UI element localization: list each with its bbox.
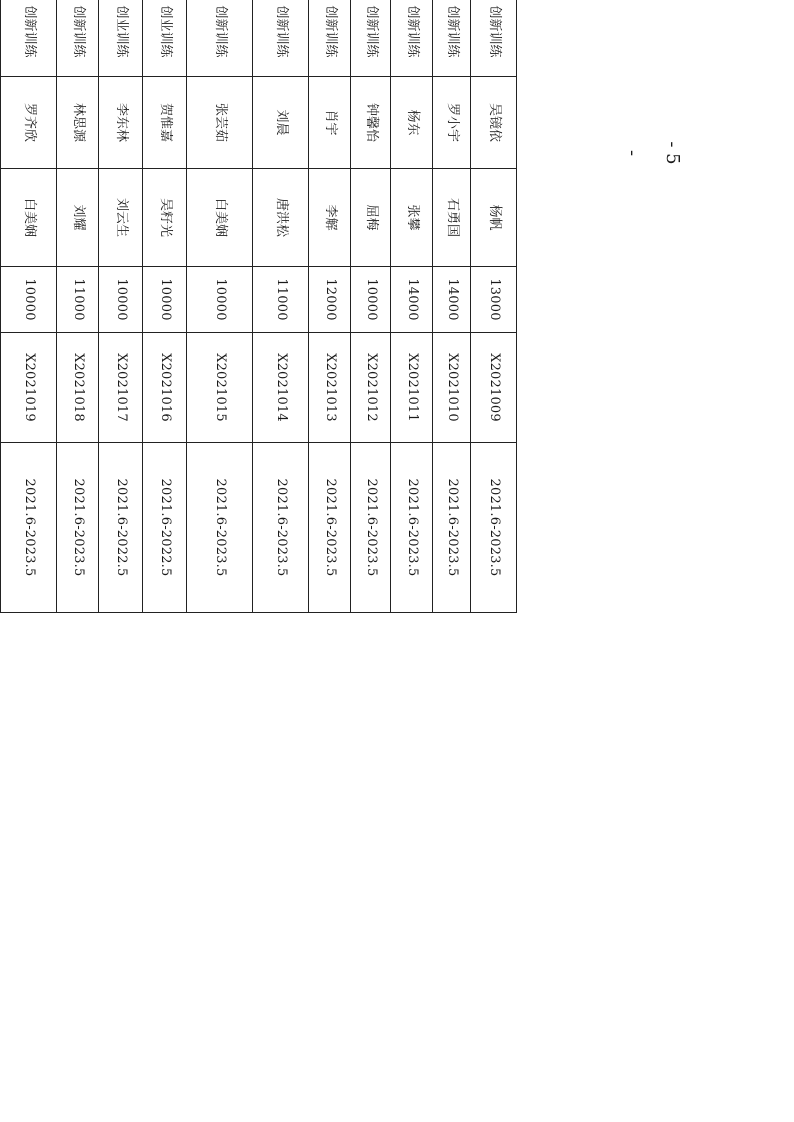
funding-amount: 13000 [471, 267, 517, 333]
project-leader: 罗小宇 [433, 77, 471, 169]
project-type: 创新训练 [391, 0, 433, 77]
advisor-name: 石勇国 [433, 169, 471, 267]
project-period: 2021.6-2023.5 [187, 443, 253, 613]
project-table [0, 0, 517, 613]
advisor-name: 吴籽光 [143, 169, 187, 267]
project-leader: 张芸茹 [187, 77, 253, 169]
advisor-name: 刘耀 [57, 169, 99, 267]
project-period: 2021.6-2023.5 [471, 443, 517, 613]
project-leader: 刘晨 [253, 77, 309, 169]
table-row [253, 0, 309, 613]
project-code: X2021018 [57, 333, 99, 443]
table-row [391, 0, 433, 613]
project-leader: 李东林 [99, 77, 143, 169]
project-code: X2021014 [253, 333, 309, 443]
project-code: X2021009 [471, 333, 517, 443]
project-type: 创业训练 [99, 0, 143, 77]
project-type: 创新训练 [57, 0, 99, 77]
project-leader: 钟馨怡 [351, 77, 391, 169]
table-row [187, 0, 253, 613]
project-code: X2021012 [351, 333, 391, 443]
project-code: X2021019 [1, 333, 57, 443]
project-code: X2021016 [143, 333, 187, 443]
project-leader: 肖宇 [309, 77, 351, 169]
table-row [351, 0, 391, 613]
project-period: 2021.6-2023.5 [391, 443, 433, 613]
funding-amount: 14000 [433, 267, 471, 333]
funding-amount: 11000 [253, 267, 309, 333]
funding-amount: 12000 [309, 267, 351, 333]
table-row [1, 0, 57, 613]
project-type: 创新训练 [433, 0, 471, 77]
project-code: X2021013 [309, 333, 351, 443]
project-leader: 吴镜依 [471, 77, 517, 169]
project-code: X2021010 [433, 333, 471, 443]
table-row [471, 0, 517, 613]
project-leader: 罗齐欣 [1, 77, 57, 169]
project-type: 创业训练 [143, 0, 187, 77]
funding-amount: 10000 [1, 267, 57, 333]
project-code: X2021015 [187, 333, 253, 443]
advisor-name: 白美娴 [187, 169, 253, 267]
advisor-name: 张攀 [391, 169, 433, 267]
project-leader: 贺惟嘉 [143, 77, 187, 169]
table-row [99, 0, 143, 613]
page-number: - 5 - [622, 141, 683, 165]
project-code: X2021017 [99, 333, 143, 443]
advisor-name: 屈梅 [351, 169, 391, 267]
table-row [309, 0, 351, 613]
project-period: 2021.6-2023.5 [1, 443, 57, 613]
advisor-name: 唐洪松 [253, 169, 309, 267]
funding-amount: 10000 [351, 267, 391, 333]
project-period: 2021.6-2023.5 [433, 443, 471, 613]
table-row [143, 0, 187, 613]
project-period: 2021.6-2023.5 [351, 443, 391, 613]
project-period: 2021.6-2022.5 [143, 443, 187, 613]
funding-amount: 10000 [143, 267, 187, 333]
advisor-name: 白美娴 [1, 169, 57, 267]
project-code: X2021011 [391, 333, 433, 443]
table-row [433, 0, 471, 613]
project-type: 创新训练 [187, 0, 253, 77]
project-type: 创新训练 [471, 0, 517, 77]
project-period: 2021.6-2023.5 [309, 443, 351, 613]
project-period: 2021.6-2023.5 [57, 443, 99, 613]
project-type: 创新训练 [351, 0, 391, 77]
funding-amount: 10000 [99, 267, 143, 333]
table-row [57, 0, 99, 613]
project-period: 2021.6-2022.5 [99, 443, 143, 613]
advisor-name: 杨帆 [471, 169, 517, 267]
table-body [1, 0, 517, 613]
project-type: 创新训练 [1, 0, 57, 77]
project-type: 创新训练 [309, 0, 351, 77]
funding-amount: 10000 [187, 267, 253, 333]
funding-amount: 14000 [391, 267, 433, 333]
advisor-name: 李解 [309, 169, 351, 267]
project-period: 2021.6-2023.5 [253, 443, 309, 613]
advisor-name: 刘云生 [99, 169, 143, 267]
funding-amount: 11000 [57, 267, 99, 333]
project-leader: 林思源 [57, 77, 99, 169]
rotated-table-wrapper [1, 0, 517, 612]
project-type: 创新训练 [253, 0, 309, 77]
project-leader: 杨东 [391, 77, 433, 169]
